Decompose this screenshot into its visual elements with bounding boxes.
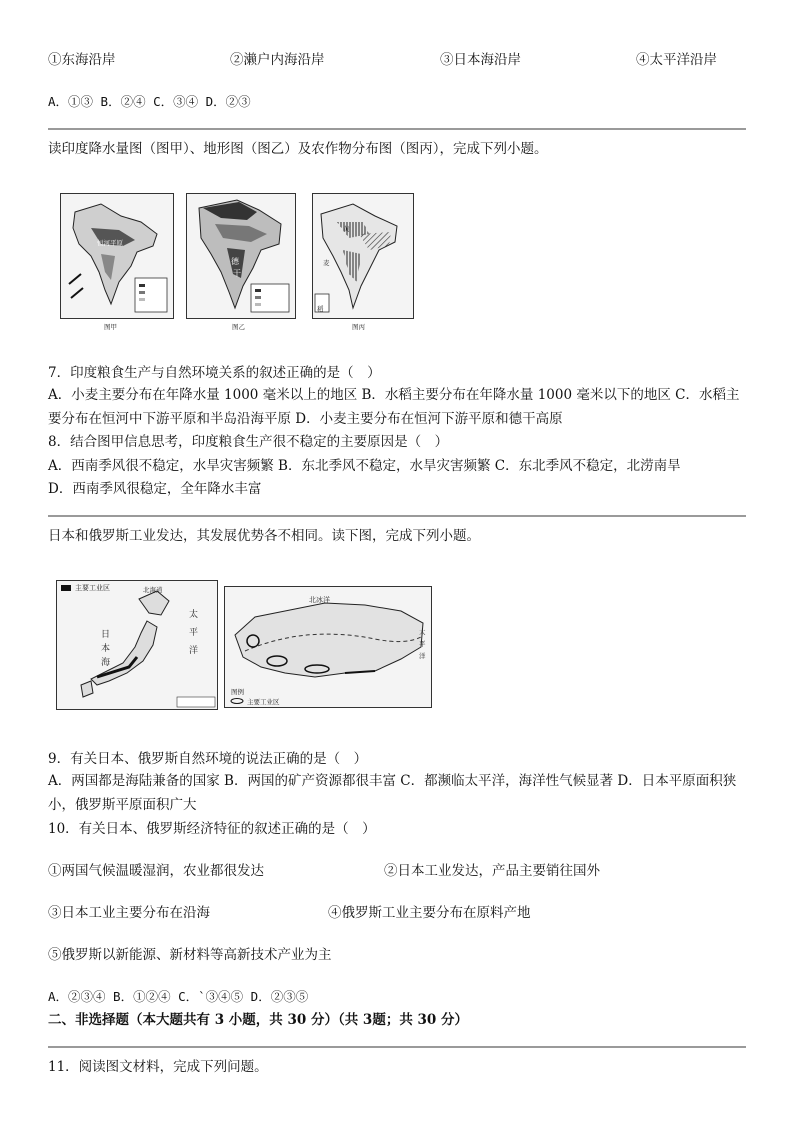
label-crop-2: 麦 bbox=[323, 259, 330, 267]
intro-japan-russia: 日本和俄罗斯工业发达，其发展优势各不相同。读下图，完成下列小题。 bbox=[48, 528, 480, 544]
label-crop-3: 稻 bbox=[317, 305, 324, 313]
map-india-terrain bbox=[186, 193, 296, 319]
map-india-crops bbox=[312, 193, 414, 319]
divider bbox=[48, 128, 746, 130]
label-sea-3: 海 bbox=[101, 658, 111, 668]
q8-options-line2: D．西南季风很稳定，全年降水丰富 bbox=[48, 481, 262, 497]
map-india-precipitation bbox=[60, 193, 174, 319]
label-ru-pacific-1: 太 bbox=[419, 628, 426, 636]
q8-options-line1: A．西南季风很不稳定，水旱灾害频繁 B．东北季风不稳定，水旱灾害频繁 C．东北季风不稳定，北涝南旱 bbox=[48, 458, 681, 474]
caption-jia: 图甲 bbox=[104, 323, 117, 331]
map-japan bbox=[56, 580, 218, 710]
caption-yi: 图乙 bbox=[232, 323, 245, 331]
q10-answers: A．②③④ B．①②④ C．`③④⑤ D．②③⑤ bbox=[48, 989, 309, 1004]
russia-legend-title: 图例 bbox=[231, 688, 244, 696]
q6-option-2: ②濑户内海沿岸 bbox=[230, 52, 325, 68]
label-sea-1: 日 bbox=[101, 630, 111, 640]
q7-options: A．小麦主要分布在年降水量 1000 毫米以上的地区 B．水稻主要分布在年降水量 1000 毫米以下的地区 C．水稻主要分布在恒河中下游平原和半岛沿海平原 D．小麦主要分布在恒河下游平原和德干高原 bbox=[48, 387, 740, 427]
divider bbox=[48, 515, 746, 517]
label-hokkaido: 北海道 bbox=[143, 586, 163, 594]
q10-item-5: ⑤俄罗斯以新能源、新材料等高新技术产业为主 bbox=[48, 947, 332, 963]
japan-legend-label: 主要工业区 bbox=[75, 584, 110, 592]
intro-india: 读印度降水量图（图甲）、地形图（图乙）及农作物分布图（图丙），完成下列小题。 bbox=[48, 141, 548, 157]
q6-answers: A．①③ B．②④ C．③④ D．②③ bbox=[48, 94, 251, 109]
russia-legend-label: 主要工业区 bbox=[247, 698, 280, 706]
q9-stem: 9．有关日本、俄罗斯自然环境的说法正确的是（ ） bbox=[48, 751, 368, 767]
label-deccan-2: 干 bbox=[233, 269, 241, 278]
caption-bing: 图丙 bbox=[352, 323, 365, 331]
q9-options: A．两国都是海陆兼备的国家 B．两国的矿产资源都很丰富 C．都濒临太平洋，海洋性气候显著 D．日本平原面积狭小，俄罗斯平原面积广大 bbox=[48, 773, 737, 813]
label-pacific-3: 洋 bbox=[189, 646, 199, 656]
label-ru-pacific-3: 洋 bbox=[419, 652, 426, 660]
label-ru-pacific-2: 平 bbox=[419, 640, 426, 648]
q10-item-4: ④俄罗斯工业主要分布在原料产地 bbox=[328, 905, 531, 921]
q10-stem: 10．有关日本、俄罗斯经济特征的叙述正确的是（ ） bbox=[48, 821, 376, 837]
q6-option-4: ④太平洋沿岸 bbox=[636, 52, 717, 68]
label-pacific-1: 太 bbox=[189, 610, 199, 620]
label-pacific-2: 平 bbox=[189, 628, 199, 638]
label-deccan-1: 德 bbox=[231, 257, 239, 266]
label-crop-1: 黄 bbox=[343, 225, 350, 233]
label-arctic-ocean: 北冰洋 bbox=[309, 596, 330, 604]
label-sea-2: 本 bbox=[101, 644, 111, 654]
q7-stem: 7．印度粮食生产与自然环境关系的叙述正确的是（ ） bbox=[48, 365, 381, 381]
q10-item-2: ②日本工业发达，产品主要销往国外 bbox=[384, 863, 600, 879]
q6-option-3: ③日本海沿岸 bbox=[440, 52, 521, 68]
q10-item-3: ③日本工业主要分布在沿海 bbox=[48, 905, 210, 921]
divider bbox=[48, 1046, 746, 1048]
q10-item-1: ①两国气候温暖湿润，农业都很发达 bbox=[48, 863, 264, 879]
q8-stem: 8．结合图甲信息思考，印度粮食生产很不稳定的主要原因是（ ） bbox=[48, 434, 449, 450]
section-2-heading: 二、非选择题（本大题共有 3 小题，共 30 分）（共 3题；共 30 分） bbox=[48, 1012, 469, 1028]
q11-stem: 11．阅读图文材料，完成下列问题。 bbox=[48, 1059, 268, 1075]
map-russia bbox=[224, 586, 432, 708]
label-ganges-plain: 恒河平原 bbox=[97, 239, 123, 247]
q6-option-1: ①东海沿岸 bbox=[48, 52, 116, 68]
